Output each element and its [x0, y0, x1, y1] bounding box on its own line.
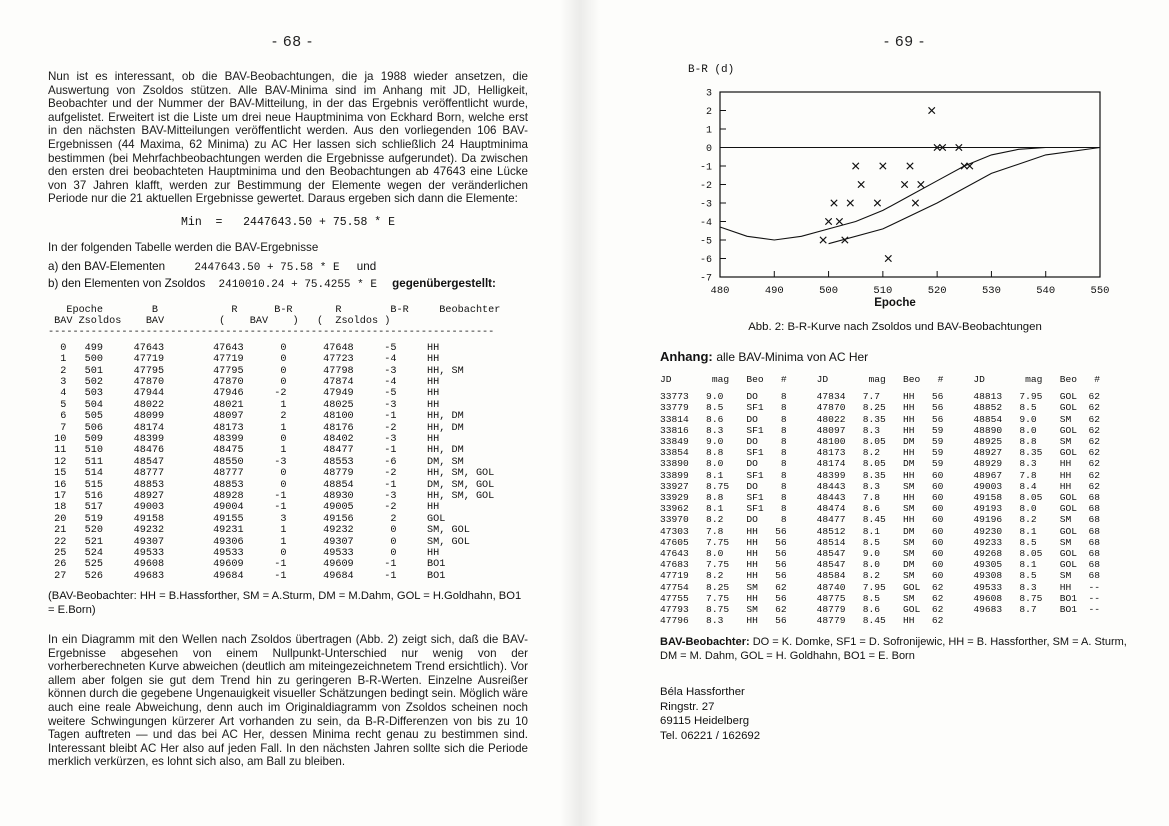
- author-street: Ringstr. 27: [660, 700, 715, 713]
- appendix-observer-text: DO = K. Domke, SF1 = D. Sofronijewic, HH = B. Hassforther, SM = A. Sturm, DM = M. Dahm, GOL = H. Goldhahn, BO1 = E. Born: [660, 636, 1127, 662]
- br-curve-figure: [660, 62, 1130, 307]
- elements-zsoldos-line: [48, 276, 528, 293]
- svg-text:-2: -2: [699, 181, 712, 192]
- svg-text:0: 0: [705, 144, 712, 155]
- author-name: Béla Hassforther: [660, 686, 745, 699]
- elements-bav-label: a) den BAV-Elementen: [48, 259, 166, 273]
- appendix-column-3: [973, 374, 1100, 626]
- right-column: [660, 62, 1130, 743]
- svg-text:480: 480: [710, 285, 730, 297]
- minimum-formula: Min = 2447643.50 + 75.58 * E: [181, 215, 395, 229]
- elements-bav-tail: und: [356, 259, 377, 273]
- svg-text:530: 530: [981, 285, 1001, 297]
- left-column: [48, 70, 528, 779]
- elements-zsoldos-tail: gegenübergestellt:: [392, 276, 496, 290]
- appendix-heading: [660, 349, 1130, 364]
- svg-text:500: 500: [819, 285, 839, 297]
- chart-svg: [660, 62, 1130, 302]
- chart-title: B-R (d): [688, 64, 735, 76]
- svg-text:-7: -7: [699, 273, 712, 285]
- paragraph-intro: Nun ist es interessant, ob die BAV-Beobachtungen, die ja 1988 wieder ansetzen, die Auswertung von Zsoldos stützen. Alle BAV-Minima sind im Anhang mit JD, Helligkeit, Beobachter und der Nummer der BAV-Mitteilung, in der das Ergebnis veröffentlicht wurde, aufgelistet. Erweitert ist die Liste um drei neue Hauptminima von Eckhard Born, welche erst in den nächsten BAV-Mitteilungen veröffentlicht werden. Aus den vorliegenden 106 BAV-Ergebnissen (44 Maxima, 62 Minima) zu AC Her lassen sich schließlich 24 Hauptminima bestimmen (bei Mehrfachbeobachtungen werden die Ergebnisse aufgerundet). Da zwischen den ersten drei beobachteten Hauptminima und den Beobachtungen ab 47643 eine Lücke von 37 Jahren klafft, werden zur Bestimmung der Elemente wegen der veränderlichen Periode nur die 21 aktuellen Ergebnisse gewertet. Daraus ergeben sich dann die Elemente:: [48, 70, 528, 206]
- author-phone: Tel. 06221 / 162692: [660, 729, 761, 742]
- appendix-rows-2: 47834 7.7 HH 56 47870 8.25 HH 56 48022 8.35 HH 56 48097 8.3 HH 59 48100 8.05 DM 59 48173 8.2 HH 59 48174 8.05 DM 59 48399 8.35 HH 60 48443 8.3 SM 60 48443 7.8 HH 60 48474 8.6 SM 60 48477 8.45 HH 60 48512 8.1 DM 60 48514 8.5 SM 60 48547 9.0 SM 60 48547 8.0 DM 60 48584 8.2 SM 60 48740 7.95 GOL 62 48775 8.5 SM 62 48779 8.6 GOL 62 48779 8.45 HH 62: [816, 391, 944, 627]
- observer-legend: (BAV-Beobachter: HH = B.Hassforther, SM = A.Sturm, DM = M.Dahm, GOL = H.Goldhahn, BO1 = E.Born): [48, 590, 522, 616]
- svg-text:-4: -4: [699, 218, 712, 229]
- appendix-header-3: JD mag Beo #: [973, 374, 1101, 385]
- svg-text:520: 520: [927, 285, 947, 297]
- appendix-column-1: [660, 374, 787, 626]
- figure-caption: Abb. 2: B-R-Kurve nach Zsoldos und BAV-Beobachtungen: [748, 321, 1042, 333]
- appendix-table: [660, 374, 1130, 626]
- chart-xlabel: Epoche: [874, 297, 916, 309]
- elements-bav-line: [48, 259, 528, 276]
- appendix-rows-1: 33773 9.0 DO 8 33779 8.5 SF1 8 33814 8.6 DO 8 33816 8.3 SF1 8 33849 9.0 DO 8 33854 8.8 SF1 8 33890 8.0 DO 8 33899 8.1 SF1 8 33927 8.75 DO 8 33929 8.8 SF1 8 33962 8.1 SF1 8 33970 8.2 DO 8 47303 7.8 HH 56 47605 7.75 HH 56 47643 8.0 HH 56 47683 7.75 HH 56 47719 8.2 HH 56 47754 8.25 SM 62 47755 7.75 HH 56 47793 8.75 SM 62 47796 8.3 HH 56: [660, 391, 787, 627]
- appendix-header-2: JD mag Beo #: [816, 374, 944, 385]
- svg-text:-6: -6: [699, 255, 712, 266]
- appendix-column-2: [817, 374, 944, 626]
- appendix-heading-label: Anhang:: [660, 349, 713, 364]
- svg-text:-3: -3: [699, 199, 712, 211]
- appendix-observer-label: BAV-Beobachter:: [660, 636, 750, 649]
- page-number-left: - 68 -: [272, 33, 314, 50]
- elements-zsoldos-label: b) den Elementen von Zsoldos: [48, 276, 206, 290]
- appendix-header-1: JD mag Beo #: [660, 374, 787, 385]
- author-city: 69115 Heidelberg: [660, 715, 750, 728]
- svg-text:3: 3: [705, 88, 712, 100]
- elements-bav-value: 2447643.50 + 75.58 * E: [194, 261, 340, 274]
- svg-text:510: 510: [873, 285, 893, 297]
- svg-text:540: 540: [1036, 285, 1056, 297]
- appendix-observer-legend: [660, 636, 1130, 663]
- svg-text:490: 490: [764, 285, 784, 297]
- paragraph-discussion: In ein Diagramm mit den Wellen nach Zsoldos übertragen (Abb. 2) zeigt sich, daß die BAV-Ergebnisse abgesehen von einem Nullpunkt-Unterschied nur wenig von der vorherberechneten Kurve abweichen (deutlich am miteingezeichnetem Trend ersichtlich). Vor allem aber folgen sie gut dem Trend hin zu geringeren B-R-Werten. Einzelne Ausreißer können durch die gegebene Ungenauigkeit visueller Schätzungen bedingt sein. Möglich wäre auch eine reale Abweichung, denn auch im Originaldiagramm von Zsoldos scheinen noch weitere Schwingungen kürzerer Art vorhanden zu sein, da B-R-Differenzen von bis zu 10 Tagen auftreten — und das bei AC Her, dessen Minima recht genau zu bestimmen sind. Interessant bleibt AC Her also auf jeden Fall. In den nächsten Jahren sollte sich die Periode merklich verkürzen, es lohnt sich also, am Ball zu bleiben.: [48, 633, 528, 769]
- svg-text:2: 2: [705, 107, 712, 118]
- author-address: [660, 685, 1130, 743]
- table-intro-text: In der folgenden Tabelle werden die BAV-Ergebnisse: [48, 240, 319, 254]
- elements-zsoldos-value: 2410010.24 + 75.4255 * E: [218, 278, 377, 291]
- appendix-heading-rest: alle BAV-Minima von AC Her: [716, 350, 869, 364]
- svg-text:-1: -1: [699, 162, 712, 174]
- appendix-rows-3: 48813 7.95 GOL 62 48852 8.5 GOL 62 48854 9.0 SM 62 48890 8.0 GOL 62 48925 8.8 SM 62 48927 8.35 GOL 62 48929 8.3 HH 62 48967 7.8 HH 62 49003 8.4 HH 62 49158 8.05 GOL 68 49193 8.0 GOL 68 49196 8.2 SM 68 49230 8.1 GOL 68 49233 8.5 SM 68 49268 8.05 GOL 68 49305 8.1 GOL 68 49308 8.5 SM 68 49533 8.3 HH -- 49608 8.75 BO1 -- 49683 8.7 BO1 --: [973, 391, 1101, 616]
- svg-text:-5: -5: [699, 236, 712, 248]
- svg-text:550: 550: [1090, 285, 1110, 297]
- page-number-right: - 69 -: [884, 33, 926, 50]
- results-table-rows: 0 499 47643 47643 0 47648 -5 HH 1 500 47719 47719 0 47723 -4 HH 2 501 47795 47795 0 47798 -3 HH, SM 3 502 47870 47870 0 47874 -4 HH 4 503 47944 47946 -2 47949 -5 HH 5 504 48022 48021 1 48025 -3 HH 6 505 48099 48097 2 48100 -1 HH, DM 7 506 48174 48173 1 48176 -2 HH, DM 10 509 48399 48399 0 48402 -3 HH 11 510 48476 48475 1 48477 -1 HH, DM 12 511 48547 48550 -3 48553 -6 DM, SM 15 514 48777 48777 0 48779 -2 HH, SM, GOL 16 515 48853 48853 0 48854 -1 DM, SM, GOL 17 516 48927 48928 -1 48930 -3 HH, SM, GOL 18 517 49003 49004 -1 49005 -2 HH 20 519 49158 49155 3 49156 2 GOL 21 520 49232 49231 1 49232 0 SM, GOL 22 521 49307 49306 1 49307 0 SM, GOL 25 524 49533 49533 0 49533 0 HH 26 525 49608 49609 -1 49609 -1 BO1 27 526 49683 49684 -1 49684 -1 BO1: [54, 342, 495, 582]
- svg-text:1: 1: [705, 125, 712, 137]
- results-table-header: Epoche B R B-R R B-R Beobachter BAV Zsoldos BAV ( BAV ) ( Zsoldos ) -------------------------------------------------------------------------: [48, 304, 501, 339]
